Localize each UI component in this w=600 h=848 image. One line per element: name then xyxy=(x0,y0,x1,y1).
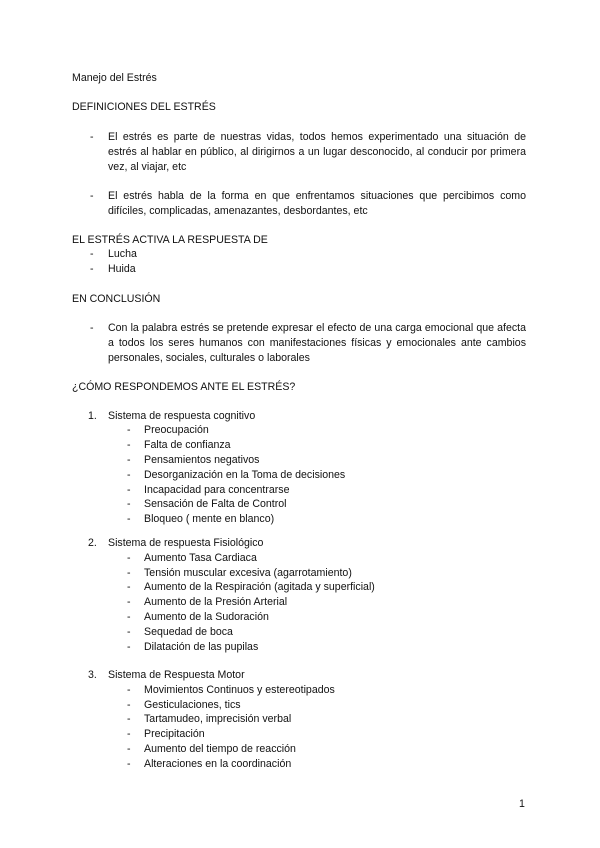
list-item: Precipitación xyxy=(144,728,205,740)
page-number: 1 xyxy=(519,798,525,810)
list-bullet: - xyxy=(90,190,94,202)
list-item: Movimientos Continuos y estereotipados xyxy=(144,684,335,696)
list-bullet: - xyxy=(127,699,131,711)
list-item: Sensación de Falta de Control xyxy=(144,498,287,510)
system-number: 2. xyxy=(88,537,97,549)
list-item: Aumento de la Sudoración xyxy=(144,611,269,623)
conclusion-item: Con la palabra estrés se pretende expresar el efecto de una carga emocional que afecta a todos los seres humanos con manifestaciones físicas y emocionales ante cambios personales, sociales, culturales o laborales xyxy=(108,322,526,364)
system-number: 3. xyxy=(88,669,97,681)
list-bullet: - xyxy=(90,322,94,334)
list-bullet: - xyxy=(127,498,131,510)
list-item: Falta de confianza xyxy=(144,439,231,451)
list-item: Aumento de la Respiración (agitada y superficial) xyxy=(144,581,375,593)
list-bullet: - xyxy=(127,513,131,525)
list-bullet: - xyxy=(127,581,131,593)
definition-item: El estrés es parte de nuestras vidas, todos hemos experimentado una situación de estrés al hablar en público, al dirigirnos a un lugar desconocido, al conducir por primera vez, al viajar, etc xyxy=(108,131,526,173)
list-bullet: - xyxy=(127,641,131,653)
list-bullet: - xyxy=(127,713,131,725)
list-item: Aumento del tiempo de reacción xyxy=(144,743,296,755)
definitions-heading: DEFINICIONES DEL ESTRÉS xyxy=(72,101,216,113)
definition-item: El estrés habla de la forma en que enfrentamos situaciones que percibimos como difíciles, complicadas, amenazantes, desbordantes, etc xyxy=(108,190,526,217)
list-bullet: - xyxy=(127,758,131,770)
list-bullet: - xyxy=(127,596,131,608)
list-bullet: - xyxy=(90,131,94,143)
list-bullet: - xyxy=(127,728,131,740)
list-item: Alteraciones en la coordinación xyxy=(144,758,292,770)
list-item: Aumento Tasa Cardiaca xyxy=(144,552,257,564)
list-item: Desorganización en la Toma de decisiones xyxy=(144,469,346,481)
list-bullet: - xyxy=(127,424,131,436)
list-bullet: - xyxy=(127,439,131,451)
list-bullet: - xyxy=(127,552,131,564)
system-title: Sistema de Respuesta Motor xyxy=(108,669,245,681)
list-item: Bloqueo ( mente en blanco) xyxy=(144,513,275,525)
list-item: Huida xyxy=(108,263,136,275)
list-bullet: - xyxy=(90,263,94,275)
list-item: Gesticulaciones, tics xyxy=(144,699,241,711)
list-item: Incapacidad para concentrarse xyxy=(144,484,290,496)
list-bullet: - xyxy=(127,743,131,755)
list-item: Pensamientos negativos xyxy=(144,454,260,466)
list-bullet: - xyxy=(90,248,94,260)
list-item: Dilatación de las pupilas xyxy=(144,641,259,653)
list-item: Preocupación xyxy=(144,424,209,436)
response-heading: ¿CÓMO RESPONDEMOS ANTE EL ESTRÉS? xyxy=(72,381,296,393)
list-bullet: - xyxy=(127,684,131,696)
list-bullet: - xyxy=(127,454,131,466)
list-item: Tensión muscular excesiva (agarrotamiento) xyxy=(144,567,352,579)
system-title: Sistema de respuesta Fisiológico xyxy=(108,537,264,549)
activation-heading: EL ESTRÉS ACTIVA LA RESPUESTA DE xyxy=(72,234,268,246)
system-number: 1. xyxy=(88,410,97,422)
list-item: Tartamudeo, imprecisión verbal xyxy=(144,713,292,725)
list-item: Aumento de la Presión Arterial xyxy=(144,596,288,608)
conclusion-heading: EN CONCLUSIÓN xyxy=(72,293,161,305)
system-title: Sistema de respuesta cognitivo xyxy=(108,410,256,422)
document-title: Manejo del Estrés xyxy=(72,72,157,84)
list-item: Sequedad de boca xyxy=(144,626,233,638)
list-item: Lucha xyxy=(108,248,137,260)
list-bullet: - xyxy=(127,484,131,496)
list-bullet: - xyxy=(127,611,131,623)
list-bullet: - xyxy=(127,567,131,579)
list-bullet: - xyxy=(127,469,131,481)
list-bullet: - xyxy=(127,626,131,638)
